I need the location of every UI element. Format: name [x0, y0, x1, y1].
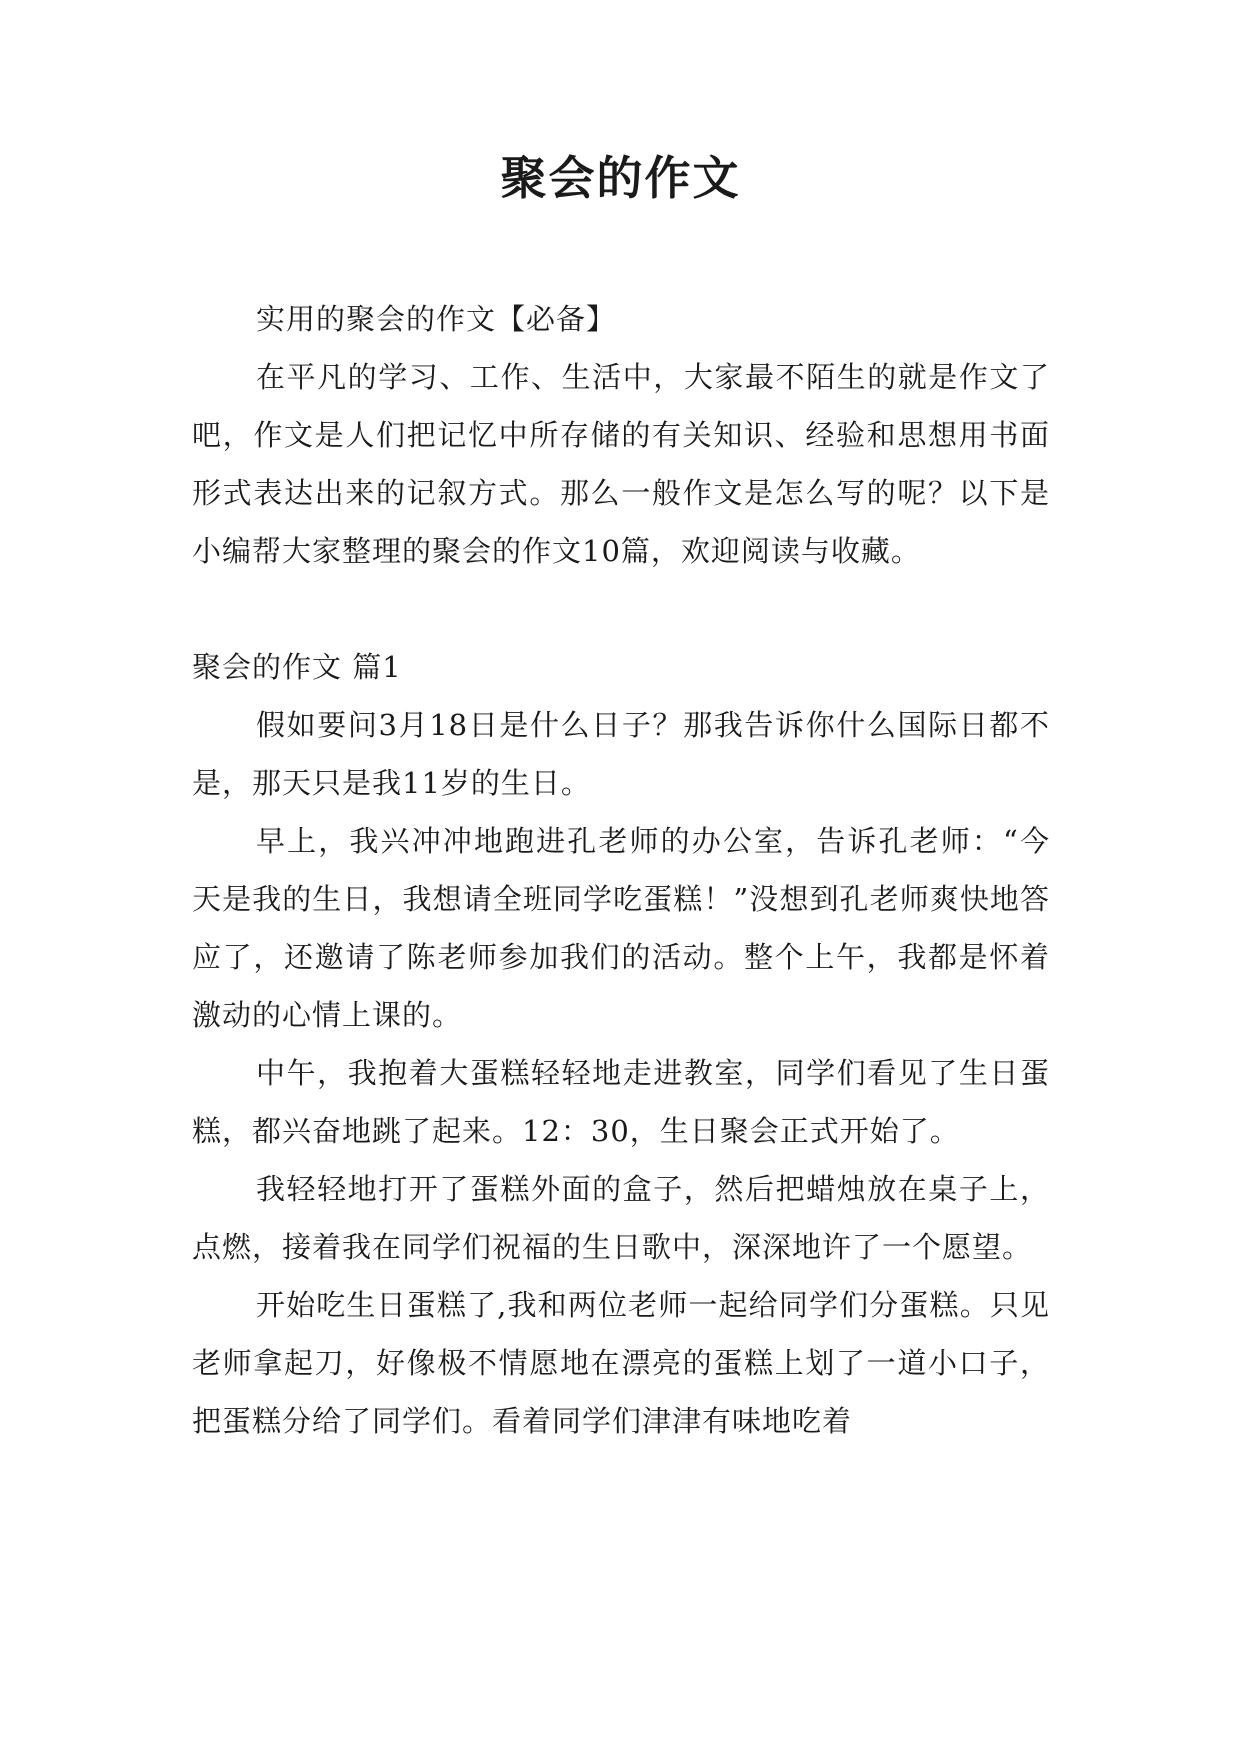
body-paragraph: 早上，我兴冲冲地跑进孔老师的办公室，告诉孔老师：“今天是我的生日，我想请全班同学吃蛋糕！”没想到孔老师爽快地答应了，还邀请了陈老师参加我们的活动。整个上午，我都是怀着激动的心情上课的。: [192, 824, 1050, 1032]
intro-paragraph: 在平凡的学习、工作、生活中，大家最不陌生的就是作文了吧，作文是人们把记忆中所存储的有关知识、经验和思想用书面形式表达出来的记叙方式。那么一般作文是怎么写的呢？以下是小编帮大家整理的聚会的作文10篇，欢迎阅读与收藏。: [192, 360, 1050, 568]
body-paragraph: 我轻轻地打开了蛋糕外面的盒子，然后把蜡烛放在桌子上，点燃，接着我在同学们祝福的生日歌中，深深地许了一个愿望。: [192, 1172, 1050, 1264]
document-title: 聚会的作文: [500, 151, 741, 205]
body-paragraph: 开始吃生日蛋糕了,我和两位老师一起给同学们分蛋糕。只见老师拿起刀，好像极不情愿地在漂亮的蛋糕上划了一道小口子，把蛋糕分给了同学们。看着同学们津津有味地吃着: [192, 1288, 1050, 1438]
document-subtitle: 实用的聚会的作文【必备】: [256, 302, 617, 336]
body-paragraph: 假如要问3月18日是什么日子？那我告诉你什么国际日都不是，那天只是我11岁的生日。: [192, 708, 1050, 800]
body-paragraph: 中午，我抱着大蛋糕轻轻地走进教室，同学们看见了生日蛋糕，都兴奋地跳了起来。12：30，生日聚会正式开始了。: [192, 1056, 1050, 1148]
document-body: [192, 290, 1050, 1450]
section-heading: 聚会的作文 篇1: [192, 650, 402, 684]
